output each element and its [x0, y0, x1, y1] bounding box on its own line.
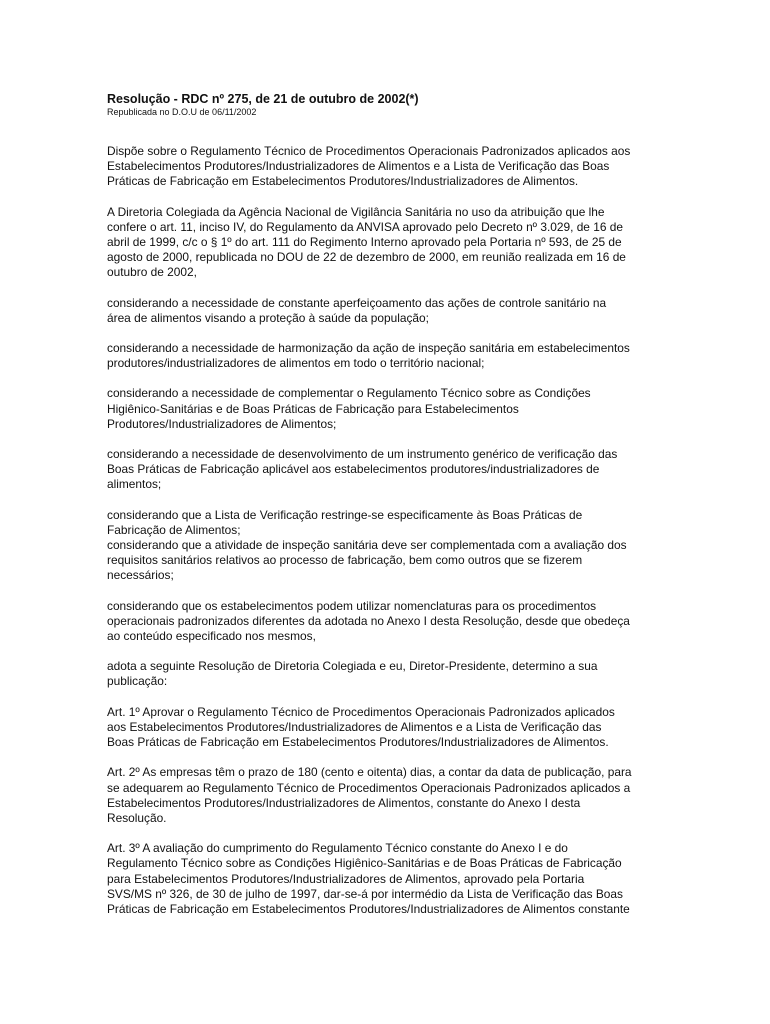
paragraph-considering-7: considerando que os estabelecimentos podem utilizar nomenclaturas para os procedimentos operacionais padronizados diferentes da adotada no Anexo I desta Resolução, desde que obedeça ao conteúdo especificado nos mesmos, [107, 598, 630, 644]
document-subtitle: Republicada no D.O.U de 06/11/2002 [107, 107, 257, 117]
paragraph-adopts: adota a seguinte Resolução de Diretoria Colegiada e eu, Diretor-Presidente, determino a sua publicação: [107, 659, 598, 689]
paragraph-considering-1: considerando a necessidade de constante aperfeiçoamento das ações de controle sanitário na área de alimentos visando a proteção à saúde da população; [107, 295, 607, 325]
paragraph-art-2: Art. 2º As empresas têm o prazo de 180 (cento e oitenta) dias, a contar da data de publicação, para se adequarem ao Regulamento Técnico de Procedimentos Operacionais Padronizados aplicados a Estabelecimentos Produtores/Industrializadores de Alimentos, constante do Anexo I desta Resolução. [107, 765, 632, 825]
paragraph-considering-5: considerando que a Lista de Verificação restringe-se especificamente às Boas Práticas de Fabricação de Alimentos; [107, 507, 583, 537]
paragraph-art-1: Art. 1º Aprovar o Regulamento Técnico de Procedimentos Operacionais Padronizados aplicados aos Estabelecimentos Produtores/Industrializadores de Alimentos e a Lista de Verificação das Boas Práticas de Fabricação em Estabelecimentos Produtores/Industrializadores de Alimentos. [107, 704, 615, 750]
paragraph-summary: Dispõe sobre o Regulamento Técnico de Procedimentos Operacionais Padronizados aplicados aos Estabelecimentos Produtores/Industrializadores de Alimentos e a Lista de Verificação das Boas Práticas de Fabricação em Estabelecimentos Produtores/Industrializadores de Alimentos. [107, 144, 631, 189]
paragraph-considering-3: considerando a necessidade de complementar o Regulamento Técnico sobre as Condições Higiênico-Sanitárias e de Boas Práticas de Fabricação para Estabelecimentos Produtores/Industrializadores de Alimentos; [107, 386, 591, 431]
document-page [107, 92, 667, 932]
paragraph-considering-4: considerando a necessidade de desenvolvimento de um instrumento genérico de verificação das Boas Práticas de Fabricação aplicável aos estabelecimentos produtores/industrializadores de alimentos; [107, 447, 618, 492]
paragraph-preamble: A Diretoria Colegiada da Agência Nacional de Vigilância Sanitária no uso da atribuição que lhe confere o art. 11, inciso IV, do Regulamento da ANVISA aprovado pelo Decreto nº 3.029, de 16 de abril de 1999, c/c o § 1º do art. 111 do Regimento Interno aprovado pela Portaria nº 593, de 25 de agosto de 2000, republicada no DOU de 22 de dezembro de 2000, em reunião realizada em 16 de outubro de 2002, [107, 204, 626, 280]
paragraph-considering-6: considerando que a atividade de inspeção sanitária deve ser complementada com a avaliação dos requisitos sanitários relativos ao processo de fabricação, bem como outros que se fizerem necessários; [107, 538, 627, 583]
document-title: Resolução - RDC nº 275, de 21 de outubro de 2002(*) [107, 92, 419, 106]
paragraph-art-3: Art. 3º A avaliação do cumprimento do Regulamento Técnico constante do Anexo I e do Regulamento Técnico sobre as Condições Higiênico-Sanitárias e de Boas Práticas de Fabricação para Estabelecimentos Produtores/Industrializadores de Alimentos, aprovado pela Portaria SVS/MS nº 326, de 30 de julho de 1997, dar-se-á por intermédio da Lista de Verificação das Boas Práticas de Fabricação em Estabelecimentos Produtores/Industrializadores de Alimentos constante [107, 841, 630, 916]
paragraph-considering-2: considerando a necessidade de harmonização da ação de inspeção sanitária em estabelecimentos produtores/industrializadores de alimentos em todo o território nacional; [107, 341, 630, 371]
